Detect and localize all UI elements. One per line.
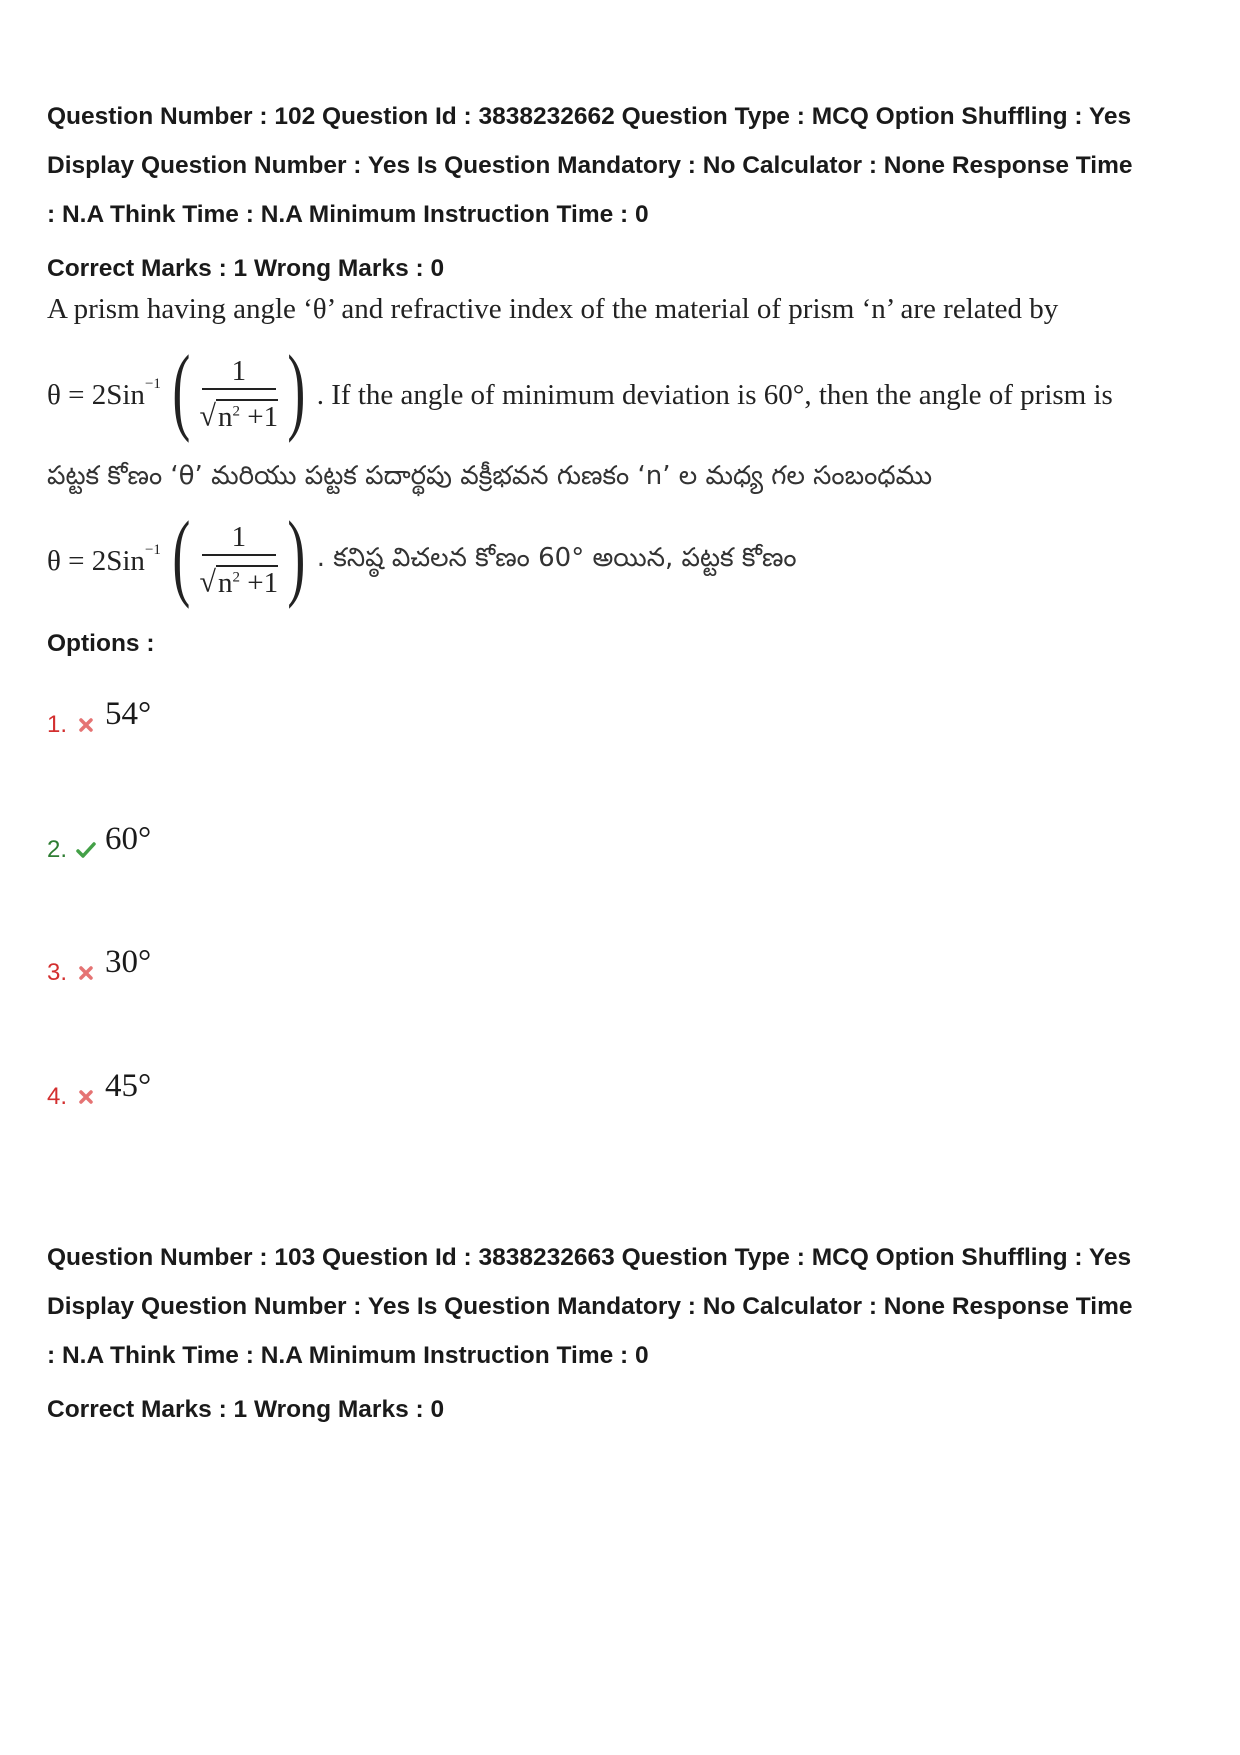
options-label: Options : <box>47 630 155 657</box>
option-number: 1. <box>47 711 68 738</box>
option-3[interactable] <box>47 943 152 998</box>
option-value: 45° <box>105 1067 152 1104</box>
q102-meta-line3: : N.A Think Time : N.A Minimum Instruction Time : 0 <box>47 201 649 228</box>
option-2[interactable] <box>47 820 152 875</box>
q103-meta-line3: : N.A Think Time : N.A Minimum Instruction Time : 0 <box>47 1342 649 1369</box>
q102-telugu-line1: పట్టక కోణం ‘θ’ మరియు పట్టక పదార్థపు వక్రీభవన గుణకం ‘n’ ల మధ్య గల సంబంధము <box>47 461 933 491</box>
q102-marks: Correct Marks : 1 Wrong Marks : 0 <box>47 255 445 282</box>
right-paren: ) <box>287 502 306 610</box>
q103-meta-line2: Display Question Number : Yes Is Question Mandatory : No Calculator : None Response Time <box>47 1293 1133 1320</box>
q103-marks: Correct Marks : 1 Wrong Marks : 0 <box>47 1396 445 1423</box>
option-number: 2. <box>47 836 68 863</box>
sqrt-icon: √ <box>199 399 217 433</box>
option-4[interactable] <box>47 1067 152 1122</box>
q102-english-formula <box>47 336 1113 445</box>
left-paren: ( <box>172 502 191 610</box>
fraction <box>200 354 279 436</box>
q102-telugu-formula: θ = 2Sin $^{-1}$ ( $\frac{1}{√n^2 +1}$ ) . కనిష్ఠ విచలన కోణం 60° అయిన, పట్టక కోణం <box>47 502 797 610</box>
q103-meta <box>47 1233 1207 1380</box>
q103-meta-line1: Question Number : 103 Question Id : 3838232663 Question Type : MCQ Option Shuffling : Yes <box>47 1244 1132 1271</box>
q102-english-line2-tail: . If the angle of minimum deviation is 60°, then the angle of prism is <box>316 378 1113 411</box>
sqrt-icon: √ <box>199 565 217 599</box>
fraction-denominator: $√n^2 +1$ <box>199 399 279 433</box>
option-number: 3. <box>47 959 68 986</box>
option-value: 54° <box>105 695 152 732</box>
option-value: 30° <box>105 943 152 980</box>
cross-icon <box>75 1086 97 1108</box>
fraction-numerator: 1 <box>231 355 247 388</box>
formula-lhs: θ = 2Sin <box>47 378 145 411</box>
cross-icon <box>75 714 97 736</box>
formula-bracket-fraction <box>165 336 313 444</box>
fraction: $\frac{1}{√n^2 +1}$ <box>199 521 279 599</box>
formula-bracket-fraction <box>165 502 313 610</box>
formula-exponent: −1 <box>144 375 161 392</box>
q102-meta-line2: Display Question Number : Yes Is Question Mandatory : No Calculator : None Response Time <box>47 152 1133 179</box>
q102-meta <box>47 92 1207 239</box>
left-paren: ( <box>172 336 191 444</box>
q102-meta-line1: Question Number : 102 Question Id : 3838232662 Question Type : MCQ Option Shuffling : Yes <box>47 103 1132 130</box>
check-icon <box>75 839 97 861</box>
cross-icon <box>75 962 97 984</box>
option-value: 60° <box>105 820 152 857</box>
q102-english-line1: A prism having angle ‘θ’ and refractive index of the material of prism ‘n’ are related by <box>47 293 1059 325</box>
right-paren: ) <box>287 336 306 444</box>
option-1[interactable] <box>47 695 152 750</box>
q102-telugu-line2-tail: . కనిష్ఠ విచలన కోణం 60° అయిన, పట్టక కోణం <box>316 543 797 573</box>
option-number: 4. <box>47 1083 68 1110</box>
